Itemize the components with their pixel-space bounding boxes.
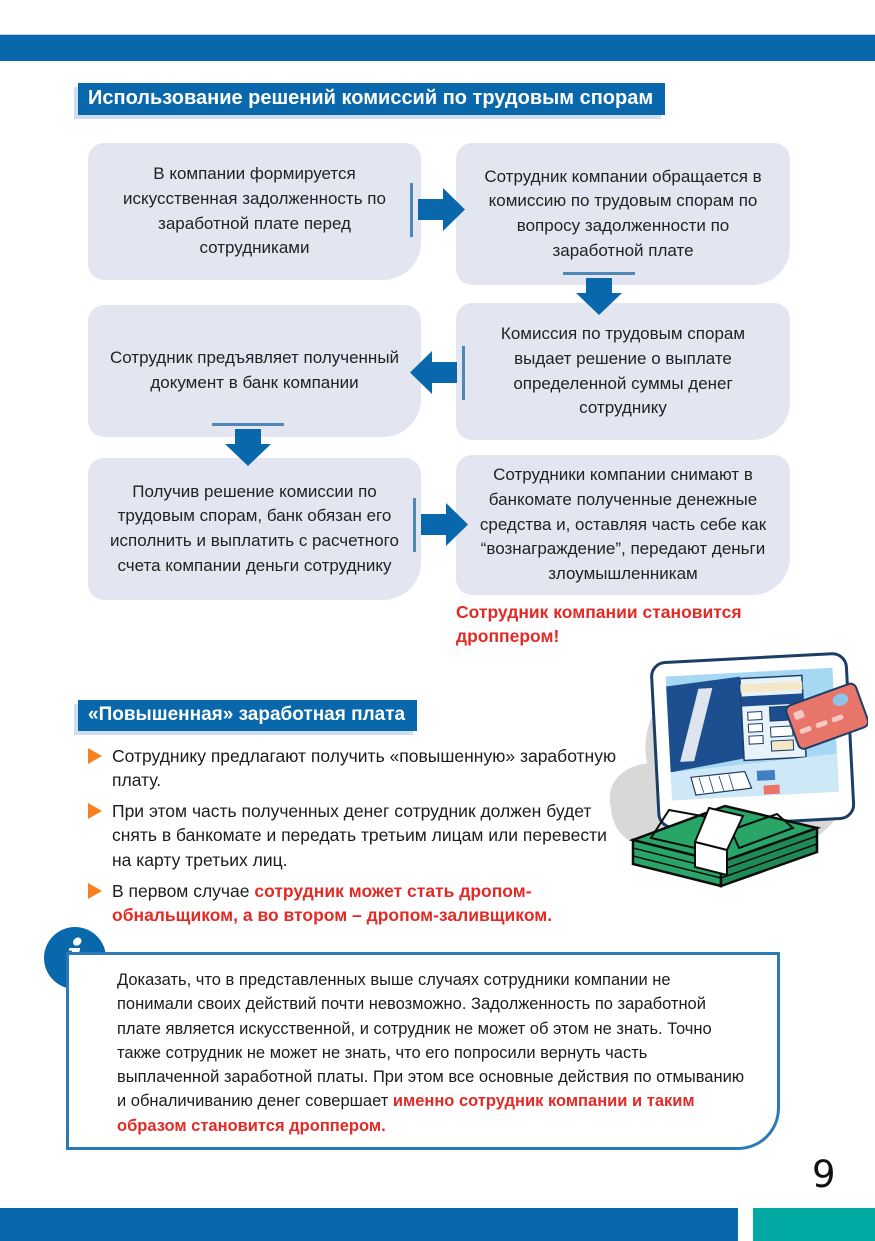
bullet-text-red: сотрудник может стать дропом-обнальщиком, а во втором – дропом-заливщиком. [112, 880, 553, 925]
footer-bar-blue [0, 1208, 738, 1241]
bullet-text-black: При этом часть полученных денег сотрудник должен будет снять в банкомате и передать третьим лицам или перевести на карту третьих лиц. [112, 801, 607, 870]
arrow-left-icon [410, 345, 465, 401]
flow-box-4-text: Комиссия по трудовым спорам выдает решение о выплате определенной суммы денег сотруднику [500, 324, 746, 418]
top-accent-bar [0, 34, 875, 61]
bullet-text-black: В первом случае [112, 880, 255, 901]
bullet-list [88, 744, 622, 934]
flow-box-2 [456, 143, 790, 285]
info-box [66, 952, 780, 1150]
triangle-bullet-icon [88, 803, 102, 819]
triangle-bullet-icon [88, 748, 102, 764]
bullet-text [112, 799, 622, 871]
flow-box-1-text: В компании формируется искусственная задолженность по заработной плате перед сотрудниками [123, 164, 386, 258]
bullet-text-black: Сотруднику предлагают получить «повышенную» заработную плату. [112, 746, 617, 791]
bullet-item [88, 799, 622, 871]
flow-box-5-text: Получив решение комиссии по трудовым спорам, банк обязан его исполнить и выплатить с расчетного счета компании деньги сотруднику [110, 481, 399, 575]
section1-title: Использование решений комиссий по трудовым спорам [78, 83, 665, 115]
flow-box-3-text: Сотрудник предъявляет полученный документ в банк компании [109, 348, 400, 392]
arrow-down-icon [563, 272, 635, 315]
flow-box-2-text: Сотрудник компании обращается в комиссию по трудовым спорам по вопросу задолженности по заработной плате [484, 166, 762, 260]
atm-money-illustration [593, 638, 868, 890]
info-text-red: именно сотрудник компании и таким образом становится дроппером. [117, 1092, 695, 1135]
info-text: Доказать, что в представленных выше случаях сотрудники компании не понимали своих действий почти невозможно. Задолженность по заработной плате является искусственной, и сотрудник не может об этом не знать. Точно также сотрудник не может не знать, что его попросили вернуть часть выплаченной заработной платы. При этом все основные действия по отмыванию и обналичиванию денег совершает [117, 971, 745, 1111]
flow-box-1 [88, 143, 421, 280]
bullet-text [112, 879, 622, 927]
arrow-right-icon [410, 182, 465, 238]
page-number: 9 [812, 1153, 836, 1196]
section2-title: «Повышенная» заработная плата [78, 700, 417, 731]
triangle-bullet-icon [88, 883, 102, 899]
bullet-item [88, 879, 622, 927]
footer-bar-teal [753, 1208, 875, 1241]
bullet-item [88, 744, 622, 792]
arrow-right-icon [413, 497, 468, 553]
monitor-icon [651, 653, 868, 838]
flow-box-4 [456, 303, 790, 440]
flow-box-6 [456, 455, 790, 595]
bullet-text [112, 744, 622, 792]
flow-box-5 [88, 458, 421, 600]
dropper-warning-text: Сотрудник компании становится дроппером! [456, 602, 742, 646]
flow-box-3 [88, 305, 421, 437]
flow-box-6-text: Сотрудники компании снимают в банкомате полученные денежные средства и, оставляя часть себе как “вознаграждение”, передают деньги злоумышленникам [479, 465, 767, 583]
arrow-down-icon [212, 423, 284, 466]
